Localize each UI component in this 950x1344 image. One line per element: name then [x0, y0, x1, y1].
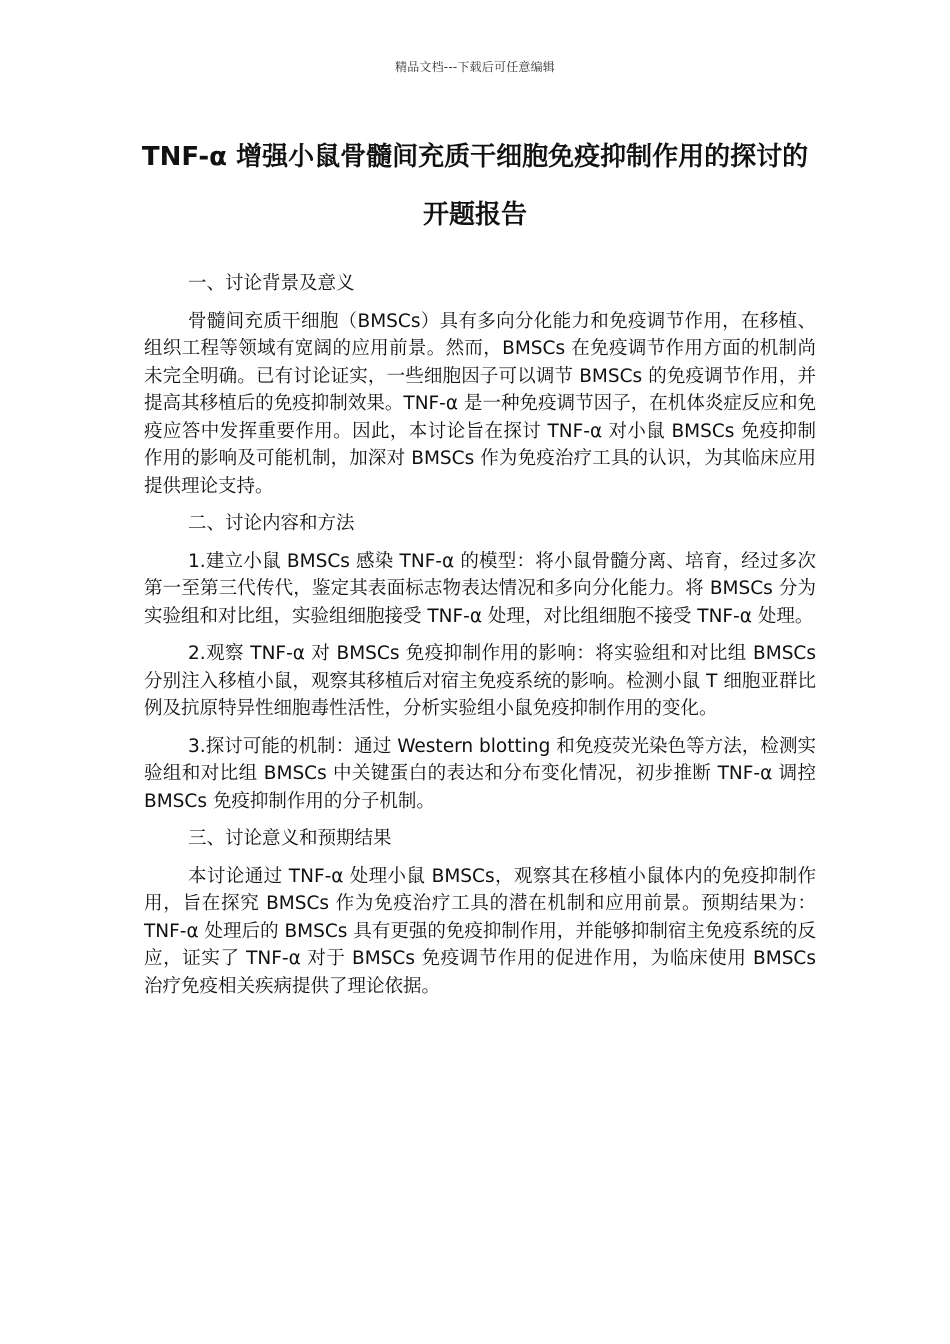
section-heading: 三、讨论意义和预期结果 — [188, 828, 392, 849]
section-background — [144, 270, 816, 500]
document-body — [144, 270, 816, 1010]
paragraph: 1.建立小鼠 BMSCs 感染 TNF-α 的模型：将小鼠骨髓分离、培育，经过多次第一至第三代传代，鉴定其表面标志物表达情况和多向分化能力。将 BMSCs 分为实验组和对比组，实验组细胞接受 TNF-α 处理，对比组细胞不接受 TNF-α 处理。 — [144, 550, 816, 627]
paragraph: 本讨论通过 TNF-α 处理小鼠 BMSCs，观察其在移植小鼠体内的免疫抑制作用，旨在探究 BMSCs 作为免疫治疗工具的潜在机制和应用前景。预期结果为：TNF-α 处理后的 BMSCs 具有更强的免疫抑制作用，并能够抑制宿主免疫系统的反应，证实了 TNF-α 对于 BMSCs 免疫调节作用的促进作用，为临床使用 BMSCs 治疗免疫相关疾病提供了理论依据。 — [144, 865, 816, 997]
paragraph: 2.观察 TNF-α 对 BMSCs 免疫抑制作用的影响：将实验组和对比组 BMSCs 分别注入移植小鼠，观察其移植后对宿主免疫系统的影响。检测小鼠 T 细胞亚群比例及抗原特异性细胞毒性活性，分析实验组小鼠免疫抑制作用的变化。 — [144, 643, 816, 719]
document-title: TNF-α 增强小鼠骨髓间充质干细胞免疫抑制作用的探讨的开题报告 — [141, 142, 809, 230]
paragraph: 骨髓间充质干细胞（BMSCs）具有多向分化能力和免疫调节作用，在移植、组织工程等领域有宽阔的应用前景。然而，BMSCs 在免疫调节作用方面的机制尚未完全明确。已有讨论证实，一些细胞因子可以调节 BMSCs 的免疫调节作用，并提高其移植后的免疫抑制效果。TNF-α 是一种免疫调节因子，在机体炎症反应和免疫应答中发挥重要作用。因此，本讨论旨在探讨 TNF-α 对小鼠 BMSCs 免疫抑制作用的影响及可能机制，加深对 BMSCs 作为免疫治疗工具的认识，为其临床应用提供理论支持。 — [144, 310, 816, 497]
header-note: 精品文档---下载后可任意编辑 — [395, 60, 555, 74]
paragraph: 3.探讨可能的机制：通过 Western blotting 和免疫荧光染色等方法，检测实验组和对比组 BMSCs 中关键蛋白的表达和分布变化情况，初步推断 TNF-α 调控 BMSCs 免疫抑制作用的分子机制。 — [144, 735, 816, 812]
section-content-methods — [144, 510, 816, 815]
section-heading: 二、讨论内容和方法 — [188, 513, 355, 534]
section-significance-results — [144, 825, 816, 1000]
section-heading: 一、讨论背景及意义 — [188, 273, 355, 294]
